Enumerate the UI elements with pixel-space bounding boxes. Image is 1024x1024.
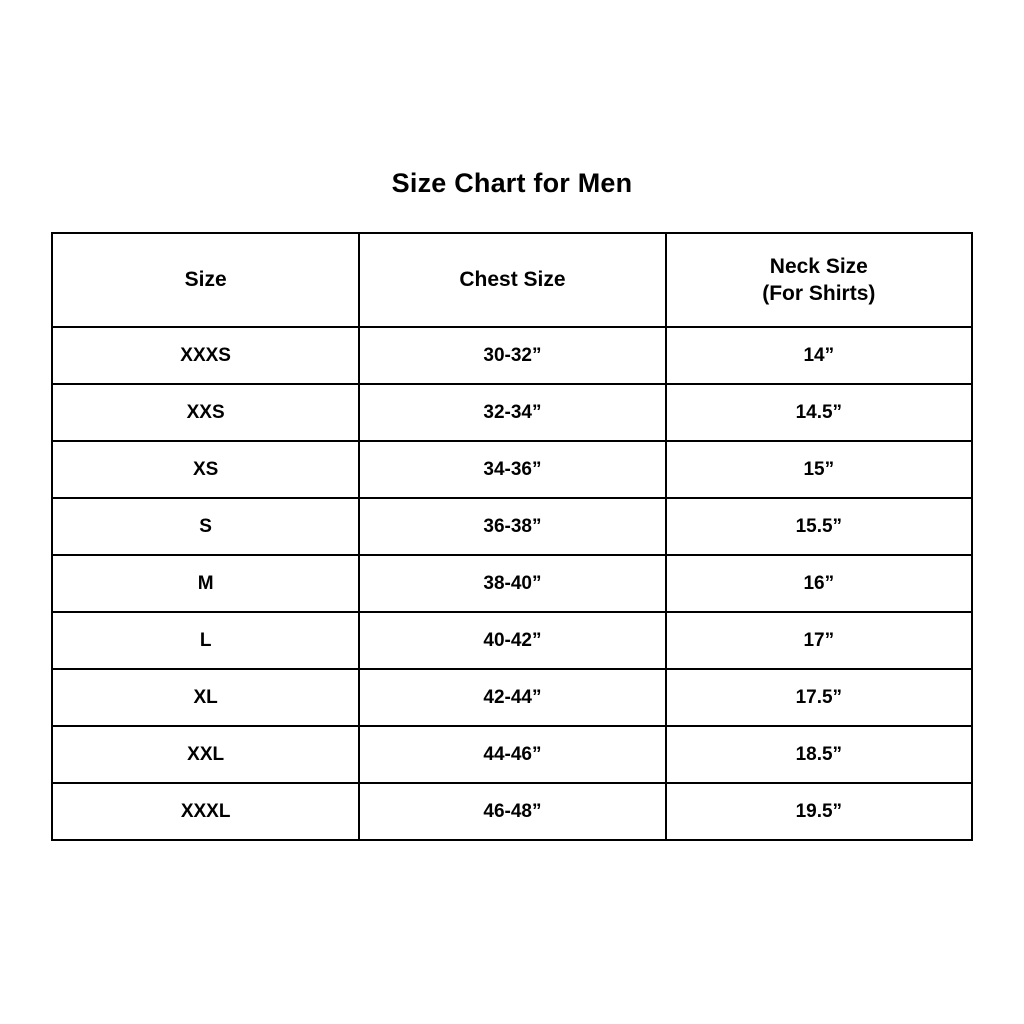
cell-chest: 44-46” (359, 726, 665, 783)
table-row (52, 555, 972, 612)
table-row (52, 669, 972, 726)
size-chart-table (51, 232, 973, 841)
cell-neck: 19.5” (666, 783, 972, 840)
column-header-chest-label: Chest Size (459, 268, 566, 292)
column-header-chest (359, 233, 665, 327)
cell-size: L (52, 612, 359, 669)
cell-neck: 15.5” (666, 498, 972, 555)
cell-chest: 36-38” (359, 498, 665, 555)
size-chart-table-wrapper (51, 232, 973, 841)
cell-neck: 14” (666, 327, 972, 384)
cell-size: XXXL (52, 783, 359, 840)
cell-size: S (52, 498, 359, 555)
table-row (52, 612, 972, 669)
cell-chest: 46-48” (359, 783, 665, 840)
column-header-neck-label: Neck Size (769, 254, 868, 278)
cell-size: XL (52, 669, 359, 726)
table-row (52, 783, 972, 840)
cell-size: XXXS (52, 327, 359, 384)
table-row (52, 726, 972, 783)
cell-size: M (52, 555, 359, 612)
page-title: Size Chart for Men (391, 168, 633, 198)
table-body (52, 327, 972, 840)
column-header-neck-sublabel: (For Shirts) (762, 282, 876, 305)
cell-neck: 17.5” (666, 669, 972, 726)
cell-chest: 30-32” (359, 327, 665, 384)
table-header-row (52, 233, 972, 327)
cell-size: XXL (52, 726, 359, 783)
table-row (52, 498, 972, 555)
cell-chest: 42-44” (359, 669, 665, 726)
table-row (52, 384, 972, 441)
cell-neck: 17” (666, 612, 972, 669)
cell-size: XS (52, 441, 359, 498)
cell-neck: 15” (666, 441, 972, 498)
column-header-size (52, 233, 359, 327)
column-header-size-label: Size (184, 268, 227, 292)
table-row (52, 327, 972, 384)
cell-chest: 32-34” (359, 384, 665, 441)
table-row (52, 441, 972, 498)
cell-chest: 34-36” (359, 441, 665, 498)
cell-neck: 16” (666, 555, 972, 612)
table-header (52, 233, 972, 327)
cell-size: XXS (52, 384, 359, 441)
cell-neck: 14.5” (666, 384, 972, 441)
cell-chest: 38-40” (359, 555, 665, 612)
cell-neck: 18.5” (666, 726, 972, 783)
column-header-neck (666, 233, 972, 327)
cell-chest: 40-42” (359, 612, 665, 669)
